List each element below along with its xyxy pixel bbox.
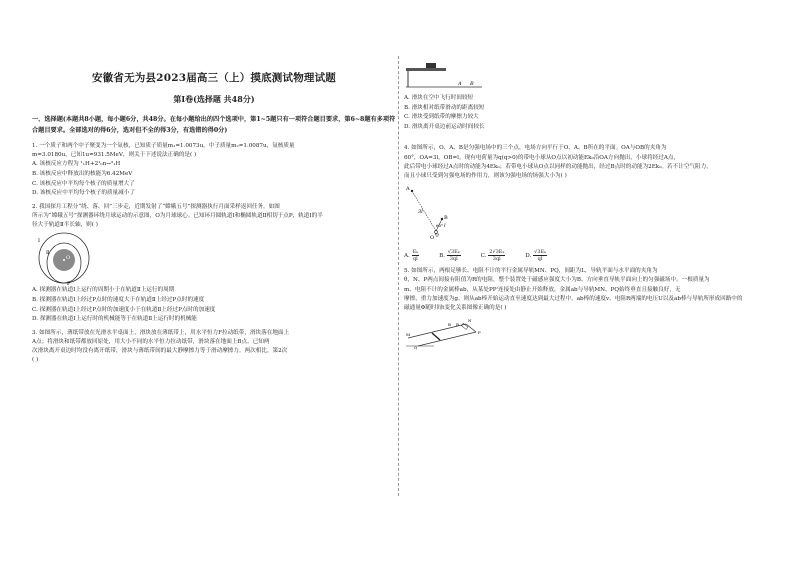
ground-marker: [435, 234, 439, 237]
q4-stem-line: 60°，OA=3l，OB=l。现有电荷量为q(q>0)的带电小球从O点以初动能Ek₀沿OA方向抛出，小球将经过A点，: [404, 154, 680, 161]
fraction: [488, 249, 505, 262]
q2-stem-line: 径大于轨道Ⅱ半长轴，则( ): [32, 222, 98, 229]
center-label: O: [66, 255, 71, 262]
left-column: [32, 56, 396, 366]
q1-option-a: A. 该核反应方程为 ¹₁H+2¹₀n→³₁H: [32, 161, 121, 168]
q2-stem-line: 2. 我国探月工程分“绕、落、回”三步走，近期发射了“嫦娥五号”探测器执行月面采样返回任务。如图: [32, 203, 280, 210]
length-label: 3l: [418, 209, 423, 216]
q5-stem-line: 磁通量Φ随时间t变化关系图像正确的是( ): [404, 305, 507, 311]
field-figure: [404, 185, 474, 247]
table-top: [406, 68, 446, 71]
q5-stem-line: 5. 如图所示，两根足够长、电阻不计的平行金属导轨MN、PQ，间距为L，导轨平面与水平面的夹角为: [404, 268, 658, 275]
q4-stem-line: 而且小球只受到匀强电场的作用力，则该匀强电场的场强大小为( ): [404, 172, 567, 179]
q4-stem-line: 此后带电小球经过A点时的动能为4Ek₀；若带电小球从O点以同样的动能抛出，经过B点时的动能为2Ek₀。若不计空气阻力，: [404, 163, 712, 170]
numerator: Eₖ: [412, 249, 419, 256]
q4-option-c: [481, 249, 506, 262]
rail-q-label: Q: [414, 345, 418, 351]
q3-option-a: A. 滑块在空中飞行时间较短: [404, 95, 474, 101]
q4-option-a: [404, 249, 419, 262]
q3-option-c: C. 滑块受到纸带的摩擦力较大: [404, 114, 479, 121]
q5-stem-line: θ，N、P两点间接有阻值为R的电阻，整个装置处于磁感应强度大小为B、方向垂直导轨平面向上的匀强磁场中。一根质量为: [404, 277, 710, 284]
fraction: [447, 249, 461, 262]
part-heading: 第Ⅰ卷(选择题 共48分): [173, 94, 255, 104]
point-b-label: B: [470, 81, 474, 87]
column-divider: [398, 56, 399, 496]
metal-rod: [432, 333, 440, 340]
question-5: [404, 267, 772, 350]
fraction: [412, 249, 419, 262]
point-o-dot: [435, 231, 438, 234]
fraction: [533, 249, 547, 262]
section-instructions: 一、选择题(本题共8小题，每小题6分，共48分。在每小题给出的四个选项中，第1~5题只有一项符合题目要求，第6~8题有多项符合题目要求。全部选对的得6分，选对但不全的得3分，有选错的得0分): [32, 116, 396, 134]
rail-lower: [418, 332, 476, 346]
option-letter: D.: [525, 253, 532, 260]
q1-option-b: B. 该核反应中释放出的核能为6.42MeV: [32, 171, 133, 177]
q3-option-b: B. 滑块相对纸带滑动的距离较短: [404, 104, 485, 111]
q5-stem-line: 摩擦，重力加速度为g。则从ab棒开始运动直至速度达到最大过程中，ab棒的速度v、电阻R两端的电压U以及ab棒与导轨所形成回路中的: [404, 295, 743, 302]
oa-line: [412, 191, 436, 231]
q4-stem-line: 4. 如图所示，O、A、B是匀强电场中的三个点，电场方向平行于O、A、B所在的平面。OA与OB的夹角为: [404, 145, 667, 152]
point-a-label: A: [458, 81, 462, 87]
q5-stem-line: m、电阻不计的金属棒ab，从某处PP'连接处由静止开始释放，金属ab与导轨MN、PQ始终垂直且接触良好，无: [404, 286, 681, 293]
question-1: [32, 142, 396, 199]
q3-option-d: D. 滑块离开桌边前运动时间较长: [404, 123, 485, 130]
option-letter: A.: [404, 253, 410, 260]
slider-block: [426, 63, 436, 68]
table-figure: [404, 58, 484, 88]
rail-figure: [404, 316, 484, 350]
q1-stem-line: m=3.0180u，已知1u=931.5MeV，则关于下述说法正确的是( ): [32, 152, 197, 159]
q1-option-c: C. 该核反应中平均每个核子的质量增大了: [32, 180, 135, 187]
denominator: ql: [412, 256, 418, 263]
option-letter: B.: [439, 253, 445, 260]
field-a-label: A: [406, 186, 410, 193]
denominator: 3ql: [492, 256, 501, 263]
q3-stem-line: 3. 如图所示，薄纸带放在光滑水平桌面上，滑块放在薄纸带上，用水平恒力F拉动纸带，滑块落在地面上: [32, 329, 290, 336]
l-label: l: [444, 223, 446, 230]
field-b-label: B: [444, 215, 448, 222]
question-3: [32, 329, 396, 366]
q2-option-c: C. 探测器在轨道Ⅰ上经过P点时的加速度小于在轨道Ⅱ上经过P点时的加速度: [32, 306, 216, 313]
q3-stem-line: 次滑块离开桌边时均没有离开纸带，滑块与薄纸带间的最大静摩擦力等于滑动摩擦力。两次相比，第2次: [32, 348, 288, 355]
resistor: [461, 324, 468, 330]
rail-m-label: M: [406, 332, 411, 338]
numerator: √3Eₖ: [447, 249, 460, 256]
q2-option-d: D. 探测器在轨道Ⅰ上运行时的机械能等于在轨道Ⅱ上运行时的机械能: [32, 316, 197, 323]
question-2: [32, 203, 396, 325]
q1-option-d: D. 该核反应中平均每个核子的质量减小了: [32, 190, 135, 197]
field-b-label: B: [448, 322, 451, 328]
resistor-label: R: [456, 322, 460, 328]
q3-options: [404, 94, 772, 132]
q4-options: [404, 249, 772, 262]
field-o-label: O: [430, 235, 435, 242]
denominator: 3ql: [449, 256, 458, 263]
q2-option-a: A. 探测器在轨道Ⅰ上运行的周期小于在轨道Ⅱ上运行的周期: [32, 287, 175, 294]
orbit-2-label: Ⅱ: [46, 250, 50, 257]
numerator: 2√3Eₖ: [489, 249, 505, 256]
exam-title: 安徽省无为县2023届高三（上）摸底测试物理试题: [91, 72, 337, 84]
q1-stem-line: 1. 一个质子和两个中子聚变为一个氚核，已知质子质量m₁=1.0073u，中子质量m₂=1.0087u，氚核质量: [32, 143, 295, 149]
rail-n-label: N: [468, 318, 472, 324]
numerator: √3Eₖ: [534, 249, 546, 256]
point-b-dot: [441, 218, 443, 220]
option-letter: C.: [480, 253, 487, 260]
question-4: [404, 144, 772, 262]
q2-option-b: B. 探测器在轨道Ⅰ上经过P点时的速度大于在轨道Ⅱ上经过P点时的速度: [32, 296, 205, 303]
denominator: ql: [537, 256, 543, 263]
q3-stem-line: A点；将滑块和纸带都放回原处，用大小不同的水平恒力拉动纸带，滑块落在地面上B点。已知两: [32, 338, 270, 345]
right-column: [404, 58, 772, 350]
point-p-label: P: [67, 281, 71, 287]
q4-option-d: [525, 249, 547, 262]
rail-p-label: P: [478, 330, 481, 336]
q4-option-b: [439, 249, 461, 262]
orbit-1-label: Ⅰ: [38, 238, 40, 245]
angle-label: 60°: [436, 223, 444, 229]
moon-center-dot: [63, 259, 65, 261]
orbit-figure: [32, 230, 102, 286]
q3-stem-line: ( ): [32, 357, 39, 364]
q2-stem-line: 所示为“嫦娥五号”探测器环绕月球运动的示意图，O为月球球心。已知环月圆轨道Ⅰ和椭圆轨道Ⅱ相切于点P，轨道Ⅰ的半: [32, 212, 323, 219]
